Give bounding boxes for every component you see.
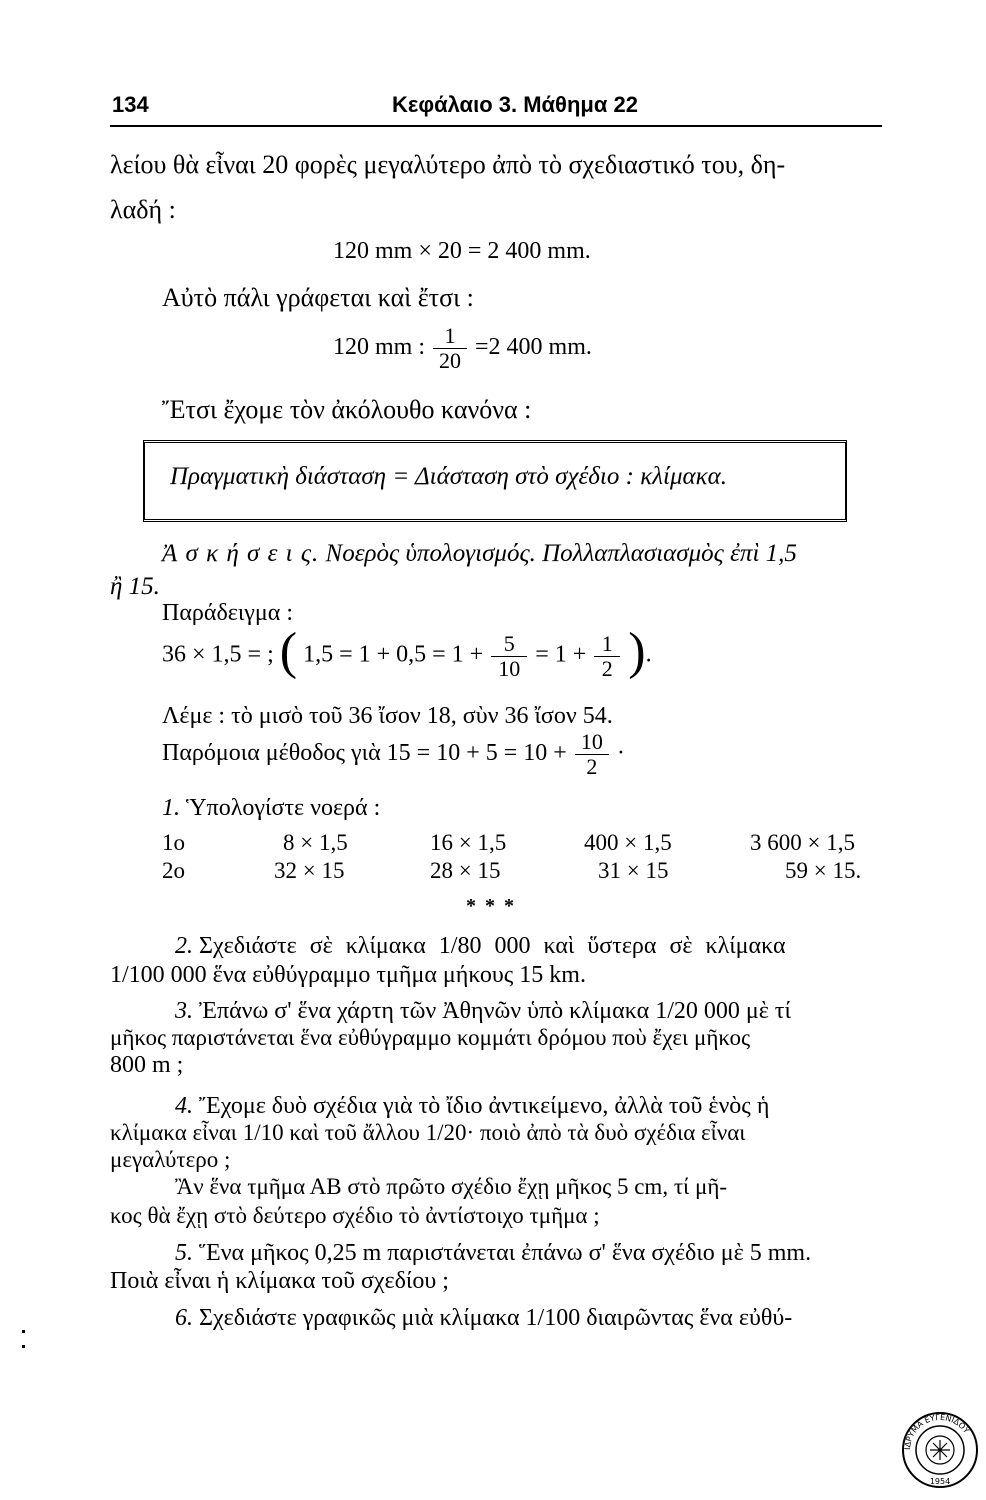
exercises-heading-rest: Νοερὸς ὑπολογισμός. Πολλαπλασιασμὸς ἐπὶ 1,5 xyxy=(325,540,797,567)
exercises-heading-spaced: Ἀ σ κ ή σ ε ι ς. xyxy=(162,540,320,567)
equation-2-left: 120 mm : xyxy=(333,334,426,361)
table-cell: 32 × 15 xyxy=(274,858,345,883)
exercise-3-text-1: Ἐπάνω σ' ἕνα χάρτη τῶν Ἀθηνῶν ὑπὸ κλίμακα 1/20 000 μὲ τί xyxy=(199,998,791,1024)
equation-2-numerator: 1 xyxy=(444,323,456,348)
similar-denominator: 2 xyxy=(586,754,598,779)
exercise-5-number: 5. xyxy=(175,1240,193,1266)
exercise-2-number: 2. xyxy=(175,933,193,959)
stamp-seal-icon xyxy=(900,1410,980,1490)
exercise-5-line-2: Ποιὰ εἶναι ἡ κλίμακα τοῦ σχεδίου ; xyxy=(110,1268,449,1294)
page-number: 134 xyxy=(112,92,149,117)
exercise-6-line-1 xyxy=(175,1305,792,1332)
intro-line-3: Αὐτὸ πάλι γράφεται καὶ ἔτσι : xyxy=(162,283,474,312)
equation-2-right: =2 400 mm. xyxy=(475,334,592,361)
example-label: Παράδειγμα : xyxy=(162,600,294,626)
similar-numerator: 10 xyxy=(580,729,603,754)
exercise-6-number: 6. xyxy=(175,1305,193,1331)
library-stamp xyxy=(900,1410,980,1490)
example-part-2: = 1 + xyxy=(535,641,587,668)
equation-2-fraction xyxy=(431,324,469,373)
row-label: 1ο xyxy=(162,830,185,855)
exercise-4-number: 4. xyxy=(175,1093,193,1119)
example-end: . xyxy=(645,641,652,668)
table-cell: 400 × 1,5 xyxy=(584,830,672,855)
rule-text: Πραγματικὴ διάσταση = Διάσταση στὸ σχέδιο : κλίμακα. xyxy=(170,463,728,490)
header-rule xyxy=(110,125,882,127)
exercise-1-number: 1. xyxy=(162,795,180,821)
equation-2-denominator: 20 xyxy=(439,348,462,373)
similar-end: · xyxy=(616,740,625,767)
fraction-2-numerator: 1 xyxy=(601,630,613,656)
exercise-4-text-1: Ἔχομε δυὸ σχέδια γιὰ τὸ ἴδιο ἀντικείμενο, ἀλλὰ τοῦ ἑνὸς ἡ xyxy=(199,1093,770,1119)
example-part-1: 1,5 = 1 + 0,5 = 1 + xyxy=(303,641,484,668)
example-left: 36 × 1,5 = ; xyxy=(162,641,274,668)
exercise-3-line-1 xyxy=(175,998,791,1025)
exercises-heading-cont: ἢ 15. xyxy=(110,573,160,600)
exercise-3-line-3: 800 m ; xyxy=(110,1052,184,1078)
left-paren: ( xyxy=(279,623,298,680)
fraction-1-numerator: 5 xyxy=(503,630,515,656)
table-cell: 8 × 1,5 xyxy=(283,830,348,855)
table-cell: 3 600 × 1,5 xyxy=(750,830,855,855)
example-fraction-2 xyxy=(592,632,622,681)
table-cell: 59 × 15. xyxy=(785,858,862,883)
similar-fraction xyxy=(573,730,611,779)
equation-2 xyxy=(333,324,592,373)
example-fraction-1 xyxy=(489,632,529,681)
right-paren: ) xyxy=(628,623,646,680)
example-equation xyxy=(162,623,652,682)
exercise-1-heading xyxy=(162,795,380,822)
intro-line-4: Ἔτσι ἔχομε τὸν ἀκόλουθο κανόνα : xyxy=(162,395,532,424)
exercise-5-line-1 xyxy=(175,1240,811,1267)
exercise-2-line-1 xyxy=(175,933,786,960)
fraction-1-denominator: 10 xyxy=(498,655,521,681)
exercise-4-line-2: κλίμακα εἶναι 1/10 καὶ τοῦ ἄλλου 1/20· ποιὸ ἀπὸ τὰ δυὸ σχέδια εἶναι xyxy=(110,1120,746,1145)
stamp-year: 1954 xyxy=(929,1477,951,1486)
similar-method xyxy=(162,730,625,779)
running-title: Κεφάλαιο 3. Μάθημα 22 xyxy=(392,92,638,117)
exercise-3-line-2: μῆκος παριστάνεται ἕνα εὐθύγραμμο κομμάτι δρόμου ποὺ ἔχει μῆκος xyxy=(110,1025,751,1050)
similar-left: Παρόμοια μέθοδος γιὰ 15 = 10 + 5 = 10 + xyxy=(162,740,567,767)
exercise-5-text-1: Ἕνα μῆκος 0,25 m παριστάνεται ἐπάνω σ' ἕνα σχέδιο μὲ 5 mm. xyxy=(199,1240,812,1266)
table-cell: 16 × 1,5 xyxy=(430,830,507,855)
exercise-2-line-2: 1/100 000 ἕνα εὐθύγραμμο τμῆμα μήκους 15 km. xyxy=(110,962,586,988)
exercise-1-title: Ὑπολογίστε νοερά : xyxy=(186,795,381,821)
equation-1: 120 mm × 20 = 2 400 mm. xyxy=(333,238,591,264)
margin-mark xyxy=(22,1330,25,1333)
exercise-3-number: 3. xyxy=(175,998,193,1024)
section-separator: * * * xyxy=(466,895,516,917)
exercise-6-text-1: Σχεδιάστε γραφικῶς μιὰ κλίμακα 1/100 διαιρῶντας ἕνα εὐθύ- xyxy=(199,1305,793,1331)
stamp-arc-text: ΙΔΡΥΜΑ ΕΥΓΕΝΙΔΟΥ xyxy=(902,1412,971,1451)
exercise-2-text-1: Σχεδιάστε σὲ κλίμακα 1/80 000 καὶ ὕστερα σὲ κλίμακα xyxy=(199,933,786,959)
exercise-4-line-5: κος θὰ ἔχῃ στὸ δεύτερο σχέδιο τὸ ἀντίστοιχο τμῆμα ; xyxy=(110,1203,600,1228)
table-cell: 28 × 15 xyxy=(430,858,501,883)
exercise-4-line-4: Ἂν ἕνα τμῆμα ΑΒ στὸ πρῶτο σχέδιο ἔχῃ μῆκος 5 cm, τί μῆ- xyxy=(175,1174,728,1199)
margin-mark xyxy=(22,1345,25,1348)
table-cell: 31 × 15 xyxy=(598,858,669,883)
row-label: 2ο xyxy=(162,858,185,883)
intro-line-2: λαδή : xyxy=(110,195,176,224)
exercises-heading xyxy=(162,540,797,568)
intro-line-1: λείου θὰ εἶναι 20 φορὲς μεγαλύτερο ἀπὸ τὸ σχεδιαστικό του, δη- xyxy=(110,150,786,179)
say-line: Λέμε : τὸ μισὸ τοῦ 36 ἴσον 18, σὺν 36 ἴσον 54. xyxy=(162,703,613,729)
fraction-2-denominator: 2 xyxy=(601,655,613,681)
exercise-4-line-3: μεγαλύτερο ; xyxy=(110,1147,231,1172)
exercise-4-line-1 xyxy=(175,1093,769,1120)
